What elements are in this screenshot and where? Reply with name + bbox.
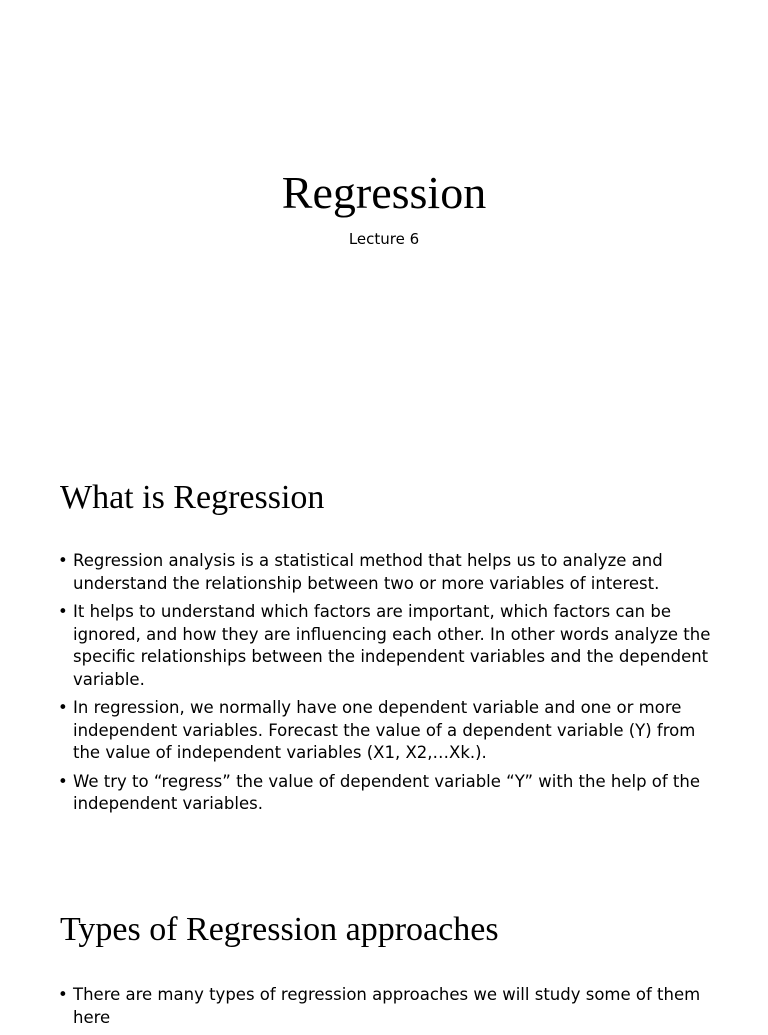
slide-subtitle: Lecture 6 — [348, 230, 420, 248]
what-is-regression-bullet-list — [58, 550, 718, 822]
types-of-regression-bullet-list — [58, 984, 718, 1035]
bullet-text: In regression, we normally have one dependent variable and one or more independent variables. Forecast the value of a dependent variable (Y) from the value of independent variables (X1, X2,…Xk.). — [73, 698, 696, 762]
bullet-item — [58, 771, 718, 816]
bullet-item — [58, 601, 718, 691]
bullet-item — [58, 697, 718, 765]
bullet-item — [58, 550, 718, 595]
bullet-item — [58, 984, 718, 1029]
slide-title: Regression — [281, 167, 487, 218]
section-heading-types-of-regression: Types of Regression approaches — [60, 911, 499, 948]
bullet-text: It helps to understand which factors are important, which factors can be ignored, and how they are influencing each other. In other words analyze the specific relationships between the independent variables and the dependent variable. — [73, 602, 711, 689]
bullet-icon: • — [58, 698, 68, 717]
section-heading-what-is-regression: What is Regression — [60, 479, 325, 516]
bullet-text: We try to “regress” the value of dependent variable “Y” with the help of the independent variables. — [73, 771, 701, 813]
bullet-text: There are many types of regression approaches we will study some of them here — [73, 985, 701, 1027]
bullet-icon: • — [58, 985, 68, 1004]
title-slide — [0, 0, 768, 430]
bullet-icon: • — [58, 602, 68, 621]
bullet-icon: • — [58, 771, 68, 791]
bullet-icon: • — [58, 551, 68, 570]
bullet-text: Regression analysis is a statistical method that helps us to analyze and understand the relationship between two or more variables of interest. — [73, 551, 663, 593]
